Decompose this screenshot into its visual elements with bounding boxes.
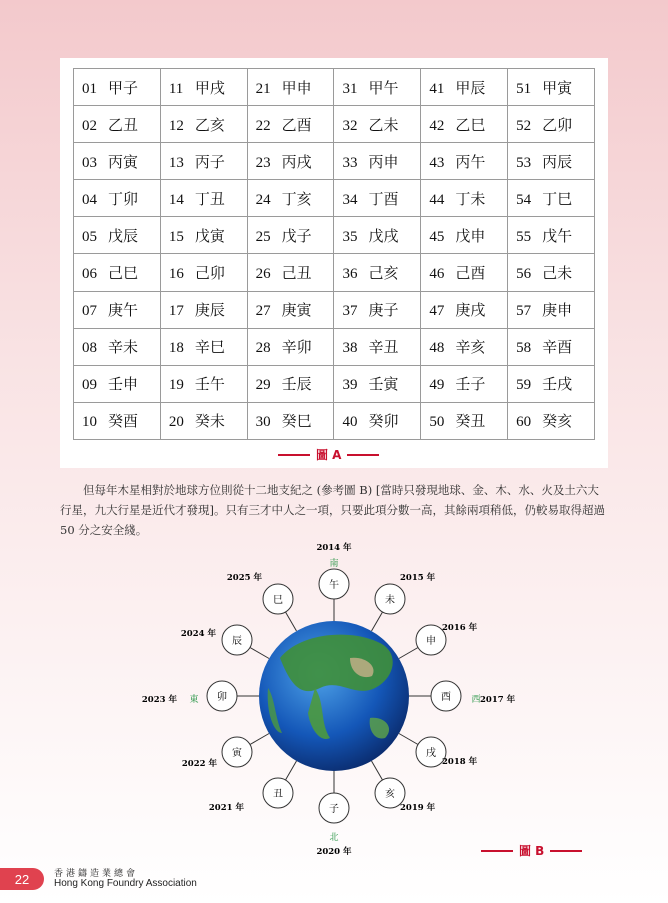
branch-label: 戌 [425,748,436,759]
stem-branch-name: 癸亥 [542,412,573,431]
table-cell [247,254,334,291]
stem-branch-name: 甲戌 [194,78,225,97]
cycle-number: 43 [429,154,445,171]
table-cell [508,402,595,439]
cycle-number: 40 [342,414,358,431]
stem-branch-name: 丁巳 [542,189,573,208]
stem-branch-name: 丁卯 [108,189,139,208]
cycle-number: 59 [516,377,532,394]
cycle-number: 30 [255,414,271,431]
stem-branch-name: 丙辰 [542,152,573,171]
table-cell [247,69,334,106]
stem-branch-name: 癸未 [194,412,225,431]
cycle-number: 08 [82,340,97,357]
table-cell [421,402,508,439]
cycle-number: 52 [516,117,532,134]
cycle-number: 06 [82,266,97,283]
table-cell [247,328,334,365]
table-cell [160,365,247,402]
body-paragraph-text: 但每年木星相對於地球方位則從十二地支紀之 (參考圖 B) [當時只發現地球、金、木、水、火及土六大行星，九大行星是近代才發現]。只有三才中人之一項，只要此項分數一高，其餘兩項稍低，仍較易取得超過 50 分之安全綫。 [60,483,605,537]
table-cell [334,180,421,217]
cycle-number: 47 [429,303,445,320]
stem-branch-name: 戊戌 [368,226,399,245]
cycle-number: 20 [168,414,184,431]
figure-a-caption-text: 圖 A [316,448,342,462]
body-paragraph [60,480,608,540]
caption-rule-right [347,454,379,456]
stem-branch-name: 庚戌 [455,301,486,320]
stem-branch-name: 丙申 [368,152,399,171]
table-row [74,365,595,402]
cycle-number: 41 [429,80,445,97]
table-cell [160,254,247,291]
cycle-number: 56 [516,266,532,283]
table-cell [421,180,508,217]
direction-north: 北 [329,833,339,843]
cycle-number: 15 [168,228,184,245]
branch-label: 酉 [441,692,451,703]
table-row [74,69,595,106]
spoke-line [250,648,269,659]
spoke-line [372,761,383,780]
cycle-number: 05 [82,228,97,245]
table-cell [74,180,161,217]
cycle-number: 04 [82,191,97,208]
cycle-number: 35 [342,228,358,245]
stem-branch-name: 壬寅 [368,375,399,394]
table-cell [247,180,334,217]
table-cell [334,106,421,143]
cycle-number: 45 [429,228,445,245]
cycle-number: 26 [255,266,271,283]
branch-label: 丑 [273,788,283,800]
caption-rule-left [481,850,513,852]
year-label: 2014 年 [316,543,352,553]
stem-branch-name: 庚辰 [194,301,225,320]
direction-south: 南 [329,559,339,569]
stem-branch-name: 壬辰 [281,375,312,394]
table-cell [160,143,247,180]
table-cell [334,254,421,291]
cycle-number: 55 [516,228,532,245]
stem-branch-name: 庚子 [368,301,399,320]
cycle-number: 29 [255,377,271,394]
stem-branch-name: 甲申 [281,78,312,97]
spoke-line [372,612,383,631]
cycle-number: 02 [82,117,97,134]
stem-branch-name: 戊辰 [108,226,139,245]
table-cell [74,402,161,439]
spoke-line [250,734,269,745]
stem-branch-name: 乙卯 [542,115,573,134]
cycle-number: 51 [516,80,532,97]
table-cell [74,254,161,291]
table-cell [508,180,595,217]
cycle-number: 09 [82,377,97,394]
figure-b-caption [481,842,582,859]
table-cell [421,106,508,143]
stem-branch-name: 己丑 [281,264,312,283]
figure-b-diagram [141,538,530,858]
stem-branch-name: 己酉 [455,264,486,283]
table-cell [160,291,247,328]
cycle-number: 12 [168,117,184,134]
branch-label: 未 [385,595,395,607]
cycle-number: 38 [342,340,358,357]
table-cell [74,217,161,254]
table-cell [160,328,247,365]
cycle-number: 58 [516,340,532,357]
table-cell [508,69,595,106]
stem-branch-name: 辛卯 [281,338,312,357]
table-row [74,143,595,180]
table-cell [508,143,595,180]
stem-branch-name: 乙未 [368,115,399,134]
stem-branch-name: 壬午 [194,375,225,394]
stem-branch-name: 戊寅 [194,226,225,245]
table-cell [247,365,334,402]
cycle-number: 10 [82,414,97,431]
branch-label: 午 [329,580,339,591]
cycle-number: 60 [516,414,532,431]
stem-branch-name: 辛未 [108,338,139,357]
table-row [74,402,595,439]
spoke-line [286,761,297,780]
table-cell [421,291,508,328]
year-label: 2021 年 [208,803,244,813]
table-cell [508,328,595,365]
stem-branch-name: 乙丑 [108,115,139,134]
cycle-number: 27 [255,303,271,320]
stem-branch-name: 壬申 [108,375,139,394]
stem-branch-name: 甲子 [108,78,139,97]
year-label: 2020 年 [316,847,352,857]
stem-branch-name: 丙戌 [281,152,312,171]
cycle-number: 11 [168,80,184,97]
sexagenary-cycle-table [73,68,595,440]
stem-branch-name: 丙寅 [108,152,139,171]
stem-branch-name: 癸巳 [281,412,312,431]
stem-branch-name: 癸丑 [455,412,486,431]
branch-label: 申 [425,636,436,647]
table-cell [508,217,595,254]
branch-label: 辰 [232,636,243,647]
cycle-number: 42 [429,117,445,134]
spoke-line [286,612,297,631]
branch-label: 巳 [273,595,283,607]
table-panel [60,58,608,468]
stem-branch-name: 丙午 [455,152,486,171]
organization-name-english: Hong Kong Foundry Association [54,878,197,889]
page-number: 22 [0,868,44,890]
branch-label: 亥 [385,788,395,800]
stem-branch-name: 丁酉 [368,189,399,208]
cycle-number: 36 [342,266,358,283]
year-label: 2016 年 [442,623,478,633]
cycle-number: 57 [516,303,532,320]
table-row [74,254,595,291]
stem-branch-name: 己未 [542,264,573,283]
stem-branch-name: 壬子 [455,375,486,394]
stem-branch-name: 丁亥 [281,189,312,208]
table-cell [74,291,161,328]
cycle-number: 24 [255,191,271,208]
table-row [74,217,595,254]
cycle-number: 44 [429,191,445,208]
stem-branch-name: 己亥 [368,264,399,283]
figure-a-caption [278,446,379,463]
stem-branch-name: 戊子 [281,226,312,245]
globe-icon [259,621,409,771]
cycle-number: 37 [342,303,358,320]
cycle-number: 03 [82,154,97,171]
table-cell [334,328,421,365]
cycle-number: 49 [429,377,445,394]
table-cell [508,254,595,291]
year-label: 2017 年 [480,695,516,705]
cycle-number: 18 [168,340,184,357]
stem-branch-name: 己巳 [108,264,139,283]
cycle-number: 22 [255,117,271,134]
table-cell [334,402,421,439]
table-row [74,291,595,328]
cycle-number: 32 [342,117,358,134]
table-row [74,106,595,143]
direction-west: 西 [471,695,481,705]
stem-branch-name: 癸卯 [368,412,399,431]
table-cell [421,328,508,365]
stem-branch-name: 戊午 [542,226,573,245]
year-label: 2024 年 [180,629,216,639]
table-cell [160,217,247,254]
cycle-number: 13 [168,154,184,171]
caption-rule-left [278,454,310,456]
table-cell [334,291,421,328]
table-cell [160,69,247,106]
table-cell [247,106,334,143]
stem-branch-name: 甲寅 [542,78,573,97]
year-label: 2019 年 [400,803,436,813]
table-row [74,180,595,217]
table-cell [421,254,508,291]
year-label: 2025 年 [226,573,262,583]
spoke-line [399,734,418,745]
branch-label: 寅 [232,748,243,759]
stem-branch-name: 壬戌 [542,375,573,394]
table-cell [74,328,161,365]
cycle-number: 25 [255,228,271,245]
year-label: 2022 年 [181,759,217,769]
cycle-number: 31 [342,80,358,97]
table-cell [508,106,595,143]
stem-branch-name: 庚午 [108,301,139,320]
stem-branch-name: 戊申 [455,226,486,245]
table-cell [334,217,421,254]
table-row [74,328,595,365]
cycle-number: 39 [342,377,358,394]
cycle-number: 01 [82,80,97,97]
caption-rule-right [550,850,582,852]
stem-branch-name: 甲午 [368,78,399,97]
cycle-number: 54 [516,191,532,208]
table-cell [247,143,334,180]
stem-branch-name: 甲辰 [455,78,486,97]
stem-branch-name: 辛巳 [194,338,225,357]
direction-east: 東 [189,695,199,705]
table-cell [508,291,595,328]
table-cell [160,180,247,217]
cycle-number: 34 [342,191,358,208]
organization-name-chinese: 香港鑄造業總會 [54,869,139,879]
stem-branch-name: 庚申 [542,301,573,320]
cycle-number: 46 [429,266,445,283]
table-cell [74,106,161,143]
spoke-line [399,648,418,659]
table-cell [334,143,421,180]
stem-branch-name: 癸酉 [108,412,139,431]
table-cell [160,106,247,143]
table-cell [247,402,334,439]
table-cell [421,143,508,180]
year-label: 2023 年 [141,695,177,705]
stem-branch-name: 辛亥 [455,338,486,357]
cycle-number: 14 [168,191,184,208]
table-cell [160,402,247,439]
table-cell [74,143,161,180]
table-cell [74,365,161,402]
figure-b-caption-text: 圖 B [519,844,545,858]
stem-branch-name: 辛丑 [368,338,399,357]
cycle-number: 48 [429,340,445,357]
cycle-number: 33 [342,154,358,171]
stem-branch-name: 辛酉 [542,338,573,357]
stem-branch-name: 丁丑 [194,189,225,208]
cycle-number: 17 [168,303,184,320]
cycle-number: 07 [82,303,97,320]
branch-label: 子 [329,804,339,815]
cycle-number: 53 [516,154,532,171]
year-label: 2015 年 [400,573,436,583]
table-cell [421,365,508,402]
table-cell [74,69,161,106]
branch-label: 卯 [217,692,227,703]
stem-branch-name: 乙酉 [281,115,312,134]
stem-branch-name: 乙巳 [455,115,486,134]
cycle-number: 28 [255,340,271,357]
cycle-number: 23 [255,154,271,171]
table-cell [334,365,421,402]
table-cell [508,365,595,402]
table-cell [247,291,334,328]
stem-branch-name: 丙子 [194,152,225,171]
table-cell [421,217,508,254]
cycle-number: 19 [168,377,184,394]
stem-branch-name: 乙亥 [194,115,225,134]
cycle-number: 16 [168,266,184,283]
table-cell [247,217,334,254]
year-label: 2018 年 [442,757,478,767]
cycle-number: 21 [255,80,271,97]
stem-branch-name: 庚寅 [281,301,312,320]
cycle-number: 50 [429,414,445,431]
table-cell [334,69,421,106]
stem-branch-name: 己卯 [194,264,225,283]
table-cell [421,69,508,106]
stem-branch-name: 丁未 [455,189,486,208]
